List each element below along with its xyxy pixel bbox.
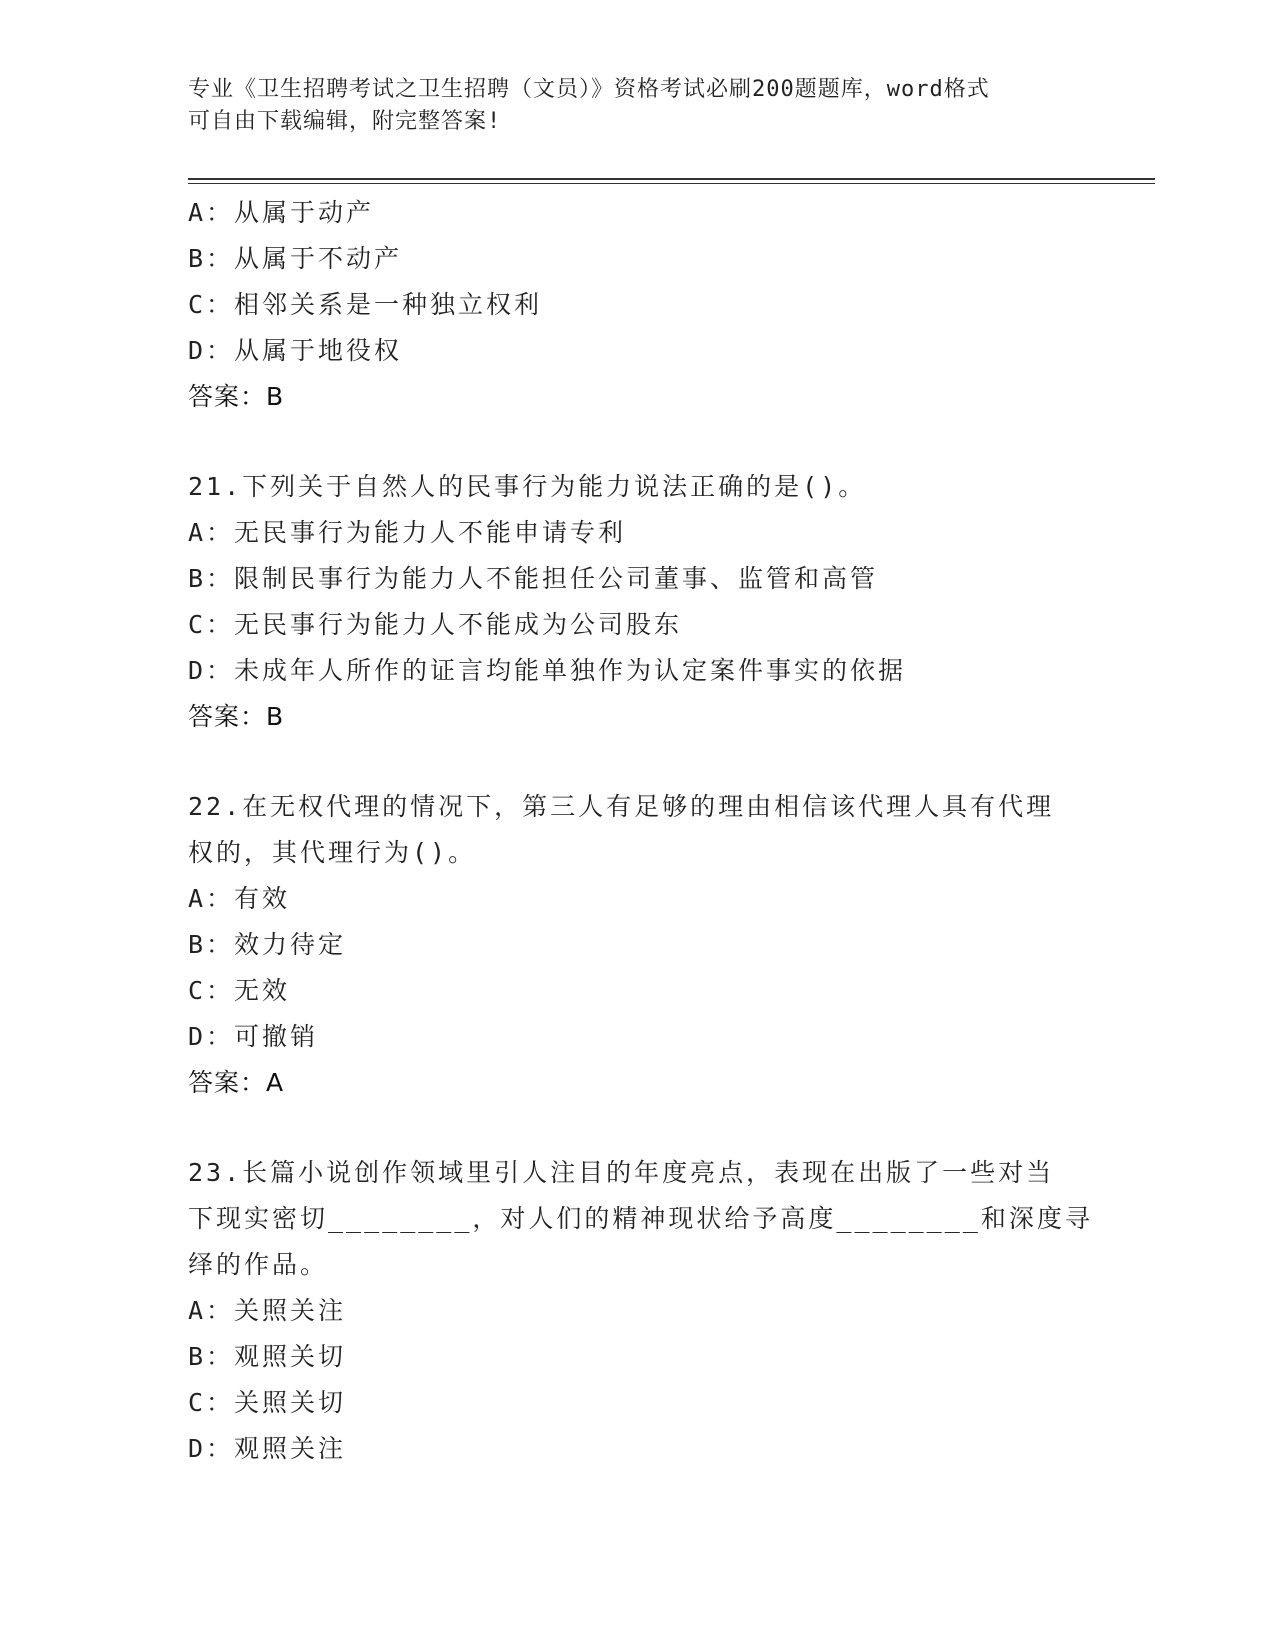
option-d: D：可撤销 [188, 1022, 319, 1051]
header-rule-thick [188, 178, 1155, 180]
question-text: 22.在无权代理的情况下，第三人有足够的理由相信该代理人具有代理 [188, 792, 1055, 821]
option-c: C：关照关切 [188, 1388, 347, 1417]
option-b: B：限制民事行为能力人不能担任公司董事、监管和高管 [188, 564, 879, 593]
option-a: A：从属于动产 [188, 198, 375, 227]
option-b: B：观照关切 [188, 1342, 347, 1371]
answer: 答案：B [188, 382, 285, 411]
question-text: 下现实密切________，对人们的精神现状给予高度________和深度寻 [188, 1204, 1093, 1233]
option-c: C：相邻关系是一种独立权利 [188, 290, 543, 319]
option-a: A：关照关注 [188, 1296, 347, 1325]
option-b: B：效力待定 [188, 930, 347, 959]
question-text: 23.长篇小说创作领域里引人注目的年度亮点，表现在出版了一些对当 [188, 1158, 1055, 1187]
option-b: B：从属于不动产 [188, 244, 403, 273]
question-22 [188, 784, 1088, 1106]
answer: 答案：B [188, 702, 285, 731]
question-text: 21.下列关于自然人的民事行为能力说法正确的是()。 [188, 472, 867, 501]
question-23 [188, 1150, 1093, 1472]
answer: 答案：A [188, 1068, 285, 1097]
question-list [188, 190, 1093, 1472]
option-c: C：无效 [188, 976, 291, 1005]
header-title-line-2: 可自由下载编辑，附完整答案! [188, 109, 502, 134]
option-a: A：无民事行为能力人不能申请专利 [188, 518, 627, 547]
question-text: 绎的作品。 [188, 1250, 329, 1279]
option-a: A：有效 [188, 884, 291, 913]
option-c: C：无民事行为能力人不能成为公司股东 [188, 610, 683, 639]
option-d: D：从属于地役权 [188, 336, 403, 365]
option-d: D：未成年人所作的证言均能单独作为认定案件事实的依据 [188, 656, 907, 685]
document-header [188, 74, 1068, 138]
header-rule-thin [188, 183, 1155, 184]
question-text: 权的，其代理行为()。 [188, 838, 477, 867]
question-21 [188, 464, 1088, 740]
header-title-line-1: 专业《卫生招聘考试之卫生招聘（文员）》资格考试必刷200题题库，word格式 [188, 77, 990, 102]
question-20 [188, 190, 1088, 420]
option-d: D：观照关注 [188, 1434, 347, 1463]
